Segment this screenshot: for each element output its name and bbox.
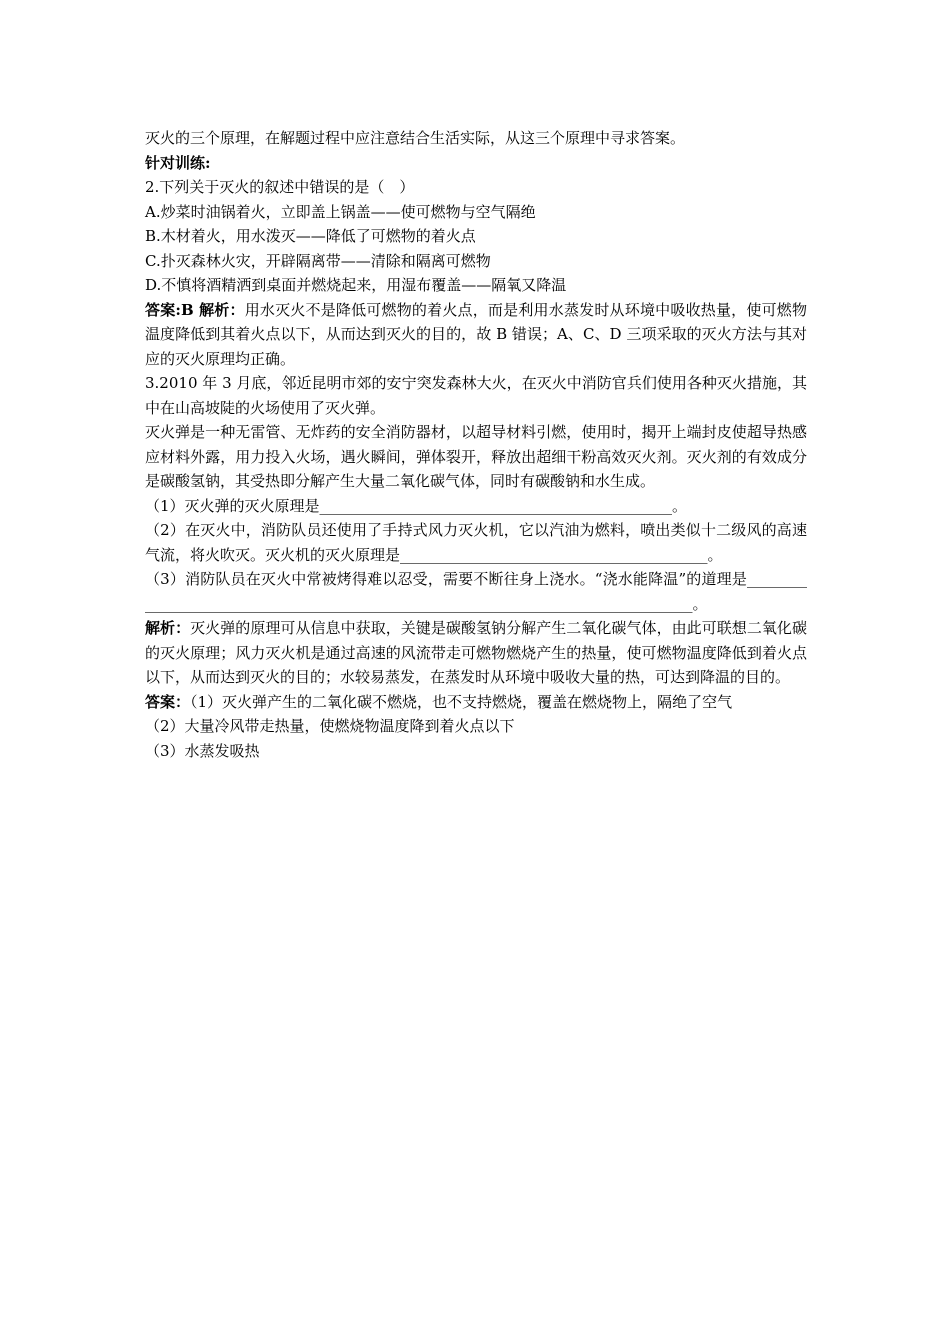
question-3 — [145, 371, 807, 763]
question-2-analysis-label: 解析： — [193, 300, 245, 319]
question-2-option-c: C.扑灭森林火灾，开辟隔离带——清除和隔离可燃物 — [145, 251, 491, 270]
question-2-stem: 2.下列关于灭火的叙述中错误的是（ ） — [145, 178, 415, 196]
question-3-sub-1: （1）灭火弹的灭火原理是_______________________________________________。 — [145, 496, 688, 515]
question-3-answer-1-text: （1）灭火弹产生的二氧化碳不燃烧，也不支持燃烧，覆盖在燃烧物上，隔绝了空气 — [190, 692, 733, 711]
question-3-answer-2: （2）大量冷风带走热量，使燃烧物温度降到着火点以下 — [145, 717, 515, 735]
question-2-option-d: D.不慎将酒精洒到桌面并燃烧起来，用湿布覆盖——隔氧又降温 — [145, 276, 567, 294]
intro-paragraph: 灭火的三个原理，在解题过程中应注意结合生活实际，从这三个原理中寻求答案。 — [145, 129, 686, 147]
question-3-material: 灭火弹是一种无雷管、无炸药的安全消防器材，以超导材料引燃，使用时，揭开上端封皮使超导热感应材料外露，用力投入火场，遇火瞬间，弹体裂开，释放出超细干粉高效灭火剂。灭火剂的有效成分是碳酸氢钠，其受热即分解产生大量二氧化碳气体，同时有碳酸钠和水生成。 — [145, 423, 807, 490]
question-2 — [145, 175, 807, 371]
question-2-answer-value: B — [180, 300, 194, 319]
question-3-analysis — [145, 616, 807, 690]
question-3-answer-label: 答案： — [145, 692, 191, 711]
question-3-stem: 3.2010 年 3 月底，邻近昆明市郊的安宁突发森林大火，在灭火中消防官兵们使用各种灭火措施，其中在山高坡陡的火场使用了灭火弹。 — [145, 374, 807, 417]
practice-heading: 针对训练: — [145, 153, 211, 172]
question-3-sub-2: （2）在灭火中，消防队员还使用了手持式风力灭火机，它以汽油为燃料，喷出类似十二级风的高速气流，将火吹灭。灭火机的灭火原理是_________________________________________。 — [145, 521, 807, 564]
question-3-analysis-text: 灭火弹的原理可从信息中获取，关键是碳酸氢钠分解产生二氧化碳气体，由此可联想二氧化碳的灭火原理；风力灭火机是通过高速的风流带走可燃物燃烧产生的热量，使可燃物温度降低到着火点以下，从而达到灭火的目的；水较易蒸发，在蒸发时从环境中吸收大量的热，可达到降温的目的。 — [145, 619, 807, 686]
question-3-analysis-label: 解析： — [145, 619, 191, 637]
question-3-sub-3: （3）消防队员在灭火中常被烤得难以忍受，需要不断往身上浇水。“浇水能降温”的道理是_________________________________________________________________________________。 — [145, 570, 807, 613]
question-2-analysis-text: 用水灭火不是降低可燃物的着火点，而是利用水蒸发时从环境中吸收热量，使可燃物温度降低到其着火点以下，从而达到灭火的目的，故 B 错误；A、C、D 三项采取的灭火方法与其对应的灭火原理均正确。 — [145, 300, 807, 368]
question-3-answer-1 — [145, 690, 807, 715]
question-2-option-b: B.木材着火，用水泼灭——降低了可燃物的着火点 — [145, 227, 476, 245]
document-page — [145, 126, 807, 763]
question-2-option-a: A.炒菜时油锅着火，立即盖上锅盖——使可燃物与空气隔绝 — [145, 202, 536, 221]
question-2-answer-analysis — [145, 298, 807, 372]
question-2-answer-label: 答案: — [145, 300, 181, 319]
question-3-answer-3: （3）水蒸发吸热 — [145, 741, 260, 760]
